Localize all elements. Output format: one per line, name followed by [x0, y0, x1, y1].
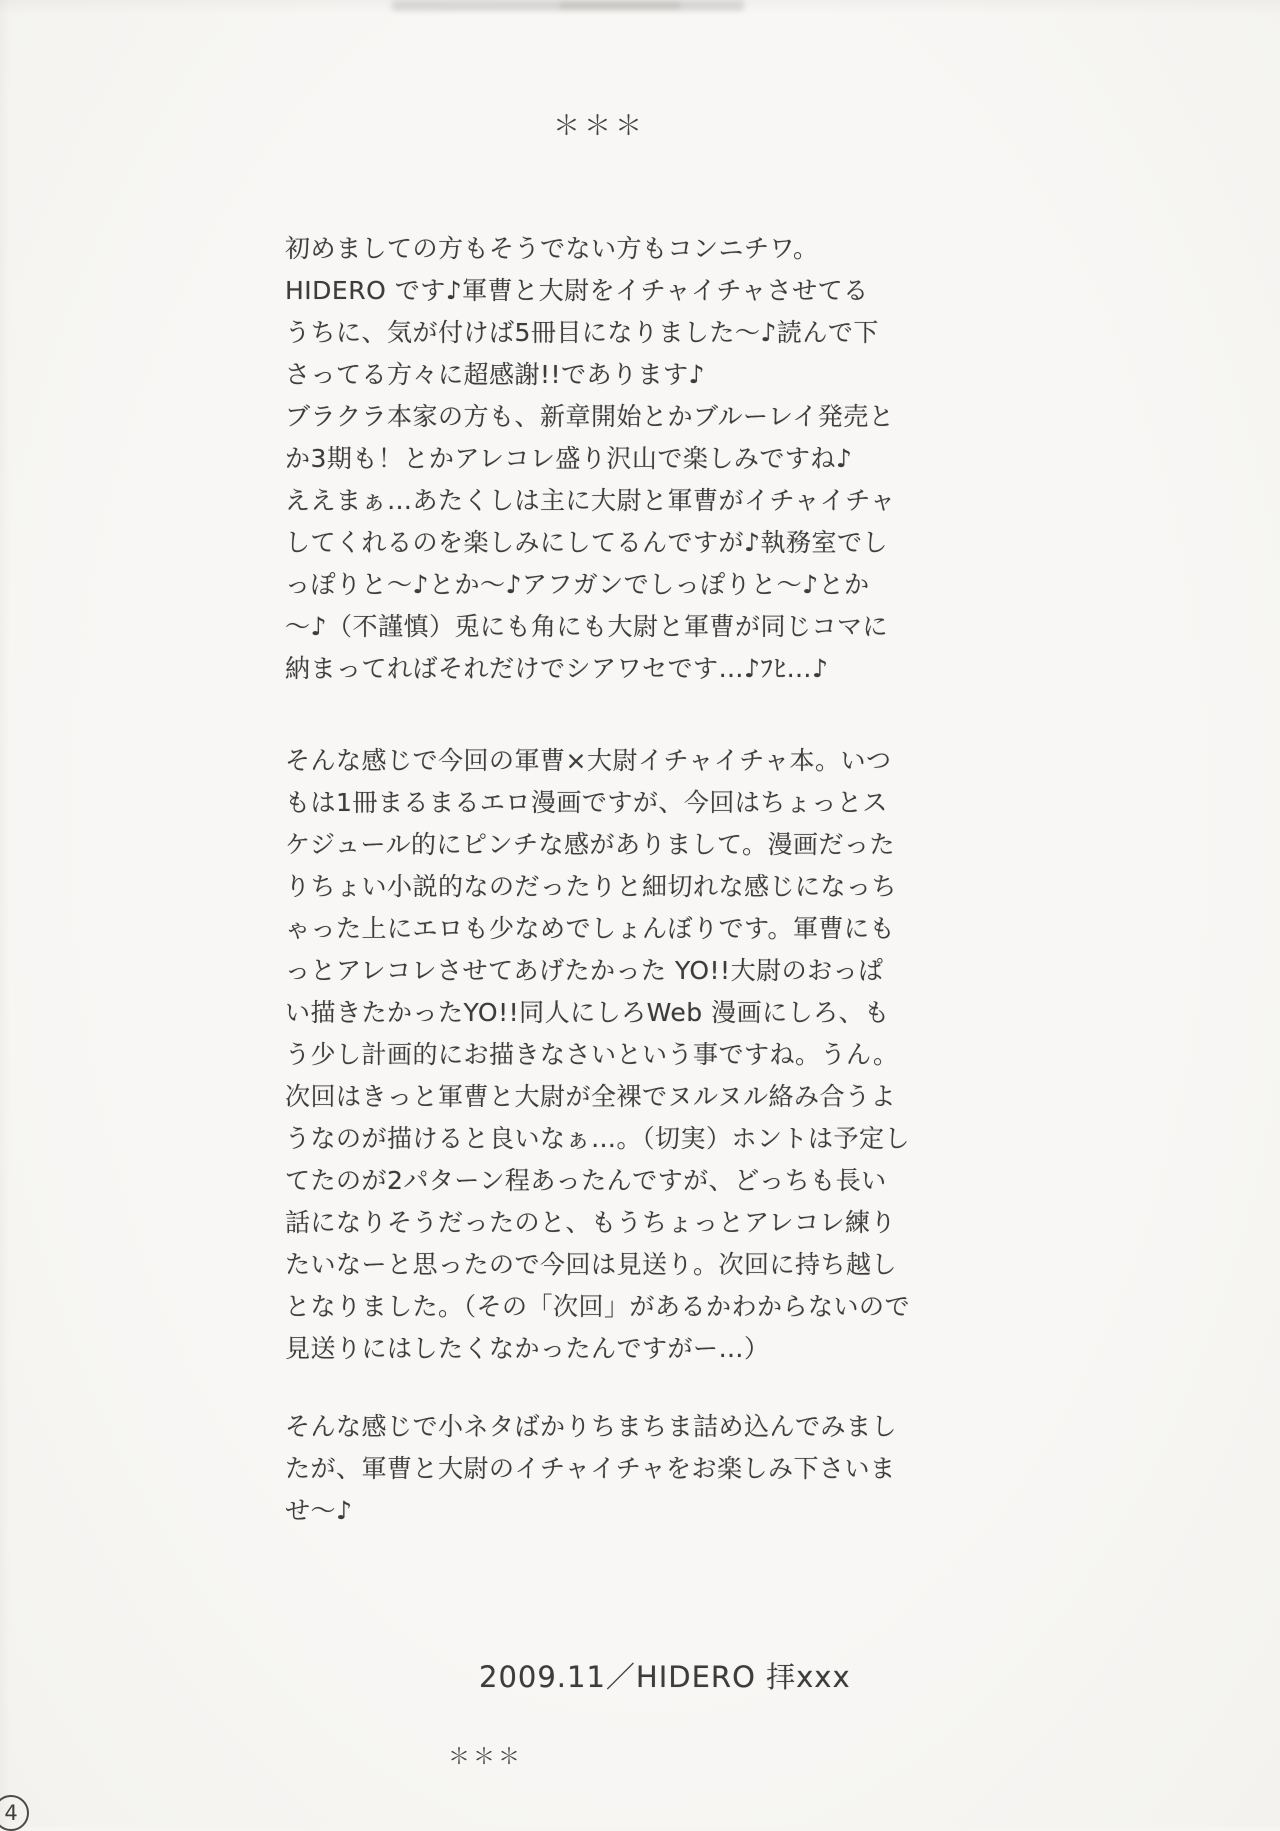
bottom-separator: ＊＊＊ — [448, 1745, 524, 1770]
text-line: か3期も！とかアレコレ盛り沢山で楽しみですね♪ — [285, 444, 853, 473]
text-line: 見送りにはしたくなかったんですがー…） — [285, 1334, 770, 1363]
afterword-paragraph-closing — [285, 1406, 898, 1532]
text-line: うちに、気が付けば5冊目になりました～♪読んで下 — [285, 318, 879, 347]
text-line: そんな感じで小ネタばかりちまちま詰め込んでみまし — [285, 1412, 898, 1441]
text-line: 納まってればそれだけでシアワセです…♪ﾌﾋ…♪ — [285, 654, 829, 683]
scan-showthrough-smudge — [560, 2, 680, 9]
text-line: となりました。（その「次回」があるかわからないので — [285, 1292, 911, 1321]
text-line: さってる方々に超感謝!!であります♪ — [285, 360, 705, 389]
author-signature: 2009.11／HIDERO 拝xxx — [479, 1660, 851, 1694]
page-number: 4 — [4, 1801, 18, 1825]
text-line: い描きたかったYO!!同人にしろWeb 漫画にしろ、も — [285, 998, 890, 1027]
text-line: ゃった上にエロも少なめでしょんぼりです。軍曹にも — [285, 914, 896, 943]
text-line: HIDERO です♪軍曹と大尉をイチャイチャさせてる — [285, 276, 869, 305]
text-line: もは1冊まるまるエロ漫画ですが、今回はちょっとス — [285, 788, 888, 817]
text-line: ～♪（不謹慎）兎にも角にも大尉と軍曹が同じコマに — [285, 612, 888, 641]
text-line: ケジュール的にピンチな感がありまして。漫画だった — [285, 830, 896, 859]
text-line: せ～♪ — [285, 1496, 353, 1525]
afterword-paragraph-greeting — [285, 228, 896, 690]
text-line: りちょい小説的なのだったりと細切れな感じになっち — [285, 872, 898, 901]
text-line: 初めましての方もそうでない方もコンニチワ。 — [285, 234, 819, 263]
text-line: たいなーと思ったので今回は見送り。次回に持ち越し — [285, 1250, 898, 1279]
text-line: 次回はきっと軍曹と大尉が全裸でヌルヌル絡み合うよ — [285, 1082, 897, 1111]
text-line: っぽりと～♪とか～♪アフガンでしっぽりと～♪とか — [285, 570, 870, 599]
text-line: してくれるのを楽しみにしてるんですが♪執務室でし — [285, 528, 888, 557]
text-line: ええまぁ…あたくしは主に大尉と軍曹がイチャイチャ — [285, 486, 896, 515]
text-line: ブラクラ本家の方も、新章開始とかブルーレイ発売と — [285, 402, 895, 431]
text-line: っとアレコレさせてあげたかった YO!!大尉のおっぱ — [285, 956, 884, 985]
text-line: 話になりそうだったのと、もうちょっとアレコレ練り — [285, 1208, 897, 1237]
top-separator: ＊＊＊ — [553, 111, 646, 142]
page-number-mark — [0, 1795, 29, 1831]
text-line: うなのが描けると良いなぁ…。（切実）ホントは予定し — [285, 1124, 911, 1153]
text-line: う少し計画的にお描きなさいという事ですね。うん。 — [285, 1040, 899, 1069]
afterword-text-block — [285, 228, 911, 1532]
afterword-paragraph-main — [285, 740, 911, 1370]
text-line: てたのが2パターン程あったんですが、どっちも長い — [285, 1166, 887, 1195]
text-line: たが、軍曹と大尉のイチャイチャをお楽しみ下さいま — [285, 1454, 896, 1483]
text-line: そんな感じで今回の軍曹×大尉イチャイチャ本。いつ — [285, 746, 892, 775]
